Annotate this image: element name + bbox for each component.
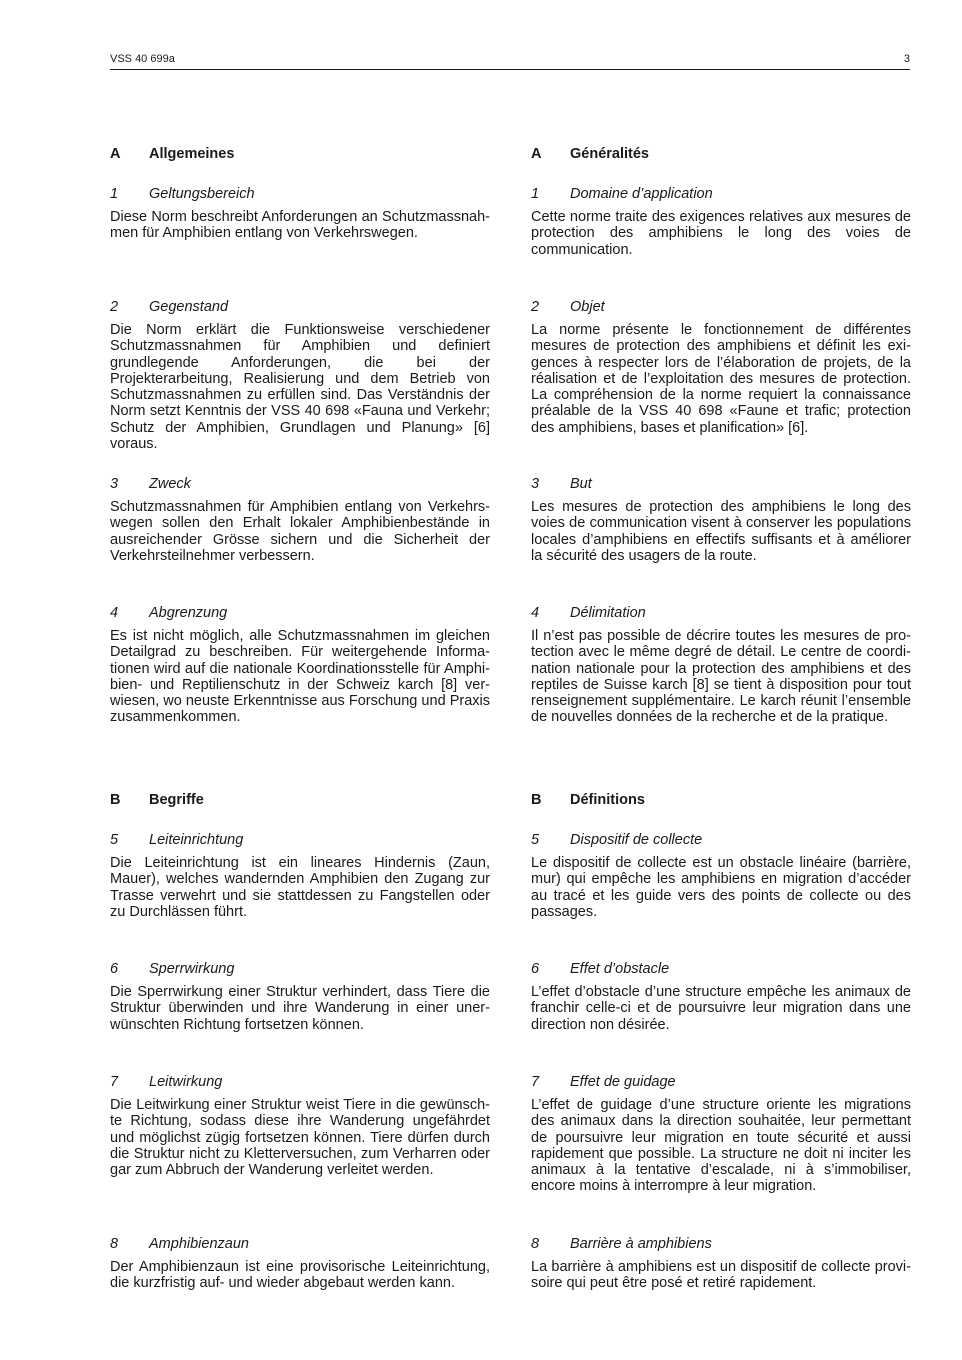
clause-text: Cette norme traite des exigences relatives aux mesures de protection des amphibiens le long des voies de communication. [531,209,911,258]
document-id: VSS 40 699a [110,53,175,65]
section-heading: B Begriffe [110,792,204,808]
section-heading: B Définitions [531,792,645,808]
clause-5 [531,831,911,920]
clause-3 [531,475,911,564]
clause-text: Les mesures de protection des amphibiens le long des voies de communication visent à conserver les populations locales d’amphibiens en effectifs suffisants et à améliorer la sécurité des usagers de la route. [531,499,911,564]
clause-heading: 6 Sperrwirkung [110,961,235,977]
clause-7 [110,1073,490,1178]
clause-4 [531,604,911,726]
clause-heading: 7 Leitwirkung [110,1074,223,1090]
clause-heading: 8 Barrière à amphibiens [531,1236,712,1252]
running-header [110,52,910,70]
clause-heading: 7 Effet de guidage [531,1074,676,1090]
clause-heading: 8 Amphibienzaun [110,1236,249,1252]
clause-heading: 3 Zweck [110,476,191,492]
clause-text: Die Leitwirkung einer Struktur weist Tiere in die gewünschte Richtung, sodass diese ihre Wanderung ungefährdet und möglichst zügig fortsetzen können. Tiere dürfen durch die Struktur nicht zu Kletterversuchen, zum Verharren oder gar zum Abbruch der Wanderung verleitet werden. [110,1097,490,1179]
clause-2 [110,298,490,452]
clause-text: Schutzmassnahmen für Amphibien entlang von Verkehrswegen sollen den Erhalt lokaler Amphibienbestände in ausreichender Grösse sichern und die Sicherheit der Verkehrsteilnehmer verbessern. [110,499,490,564]
section-heading: A Allgemeines [110,146,235,162]
clause-1 [531,185,911,258]
clause-2 [531,298,911,436]
clause-text: Es ist nicht möglich, alle Schutzmassnahmen im gleichen Detailgrad zu beschreiben. Für weitergehende Informationen wird auf die nationale Koordinationsstelle für Amphibien- und Reptilienschutz in der Schweiz karch [8] verwiesen, wo neuste Erkenntnisse aus Forschung und Praxis zusammenkommen. [110,628,490,726]
clause-7 [531,1073,911,1195]
clause-text: Diese Norm beschreibt Anforderungen an Schutzmassnahmen für Amphibien entlang von Verkehrswegen. [110,209,490,242]
clause-heading: 3 But [531,476,592,492]
clause-6 [110,960,490,1033]
clause-heading: 2 Gegenstand [110,299,229,315]
clause-text: Die Leiteinrichtung ist ein lineares Hindernis (Zaun, Mauer), welches wandernden Amphibien den Zugang zur Trasse verwehrt und sie stattdessen zu Fangstellen oder zu Durchlässen führt. [110,855,490,920]
clause-text: Die Sperrwirkung einer Struktur verhindert, dass Tiere die Struktur überwinden und ihre Wanderung in einer unerwünschten Richtung fortsetzen können. [110,984,490,1033]
clause-heading: 2 Objet [531,299,605,315]
clause-text: L’effet d’obstacle d’une structure empêche les animaux de franchir celle-ci et de poursuivre leur migration dans une direction non désirée. [531,984,911,1033]
clause-8 [531,1235,911,1292]
clause-5 [110,831,490,920]
clause-text: La barrière à amphibiens est un dispositif de collecte provisoire qui peut être posé et retiré rapidement. [531,1259,911,1292]
clause-3 [110,475,490,564]
page-number: 3 [903,53,910,65]
clause-heading: 4 Délimitation [531,605,646,621]
clause-heading: 4 Abgrenzung [110,605,228,621]
clause-text: La norme présente le fonctionnement de différentes mesures de protection des amphibiens et définit les exigences à respecter lors de l’élaboration de projets, de la réalisation et de l’exploitation des mesures de protection. La compréhension de la norme requiert la connaissance préalable de la VSS 40 698 «Faune et trafic; protection des amphibiens, bases et planification» [6]. [531,322,911,436]
clause-text: Die Norm erklärt die Funktionsweise verschiedener Schutzmassnahmen für Amphibien und definiert grundlegende Anforderungen, die bei der Projekterarbeitung, Realisierung und dem Betrieb von Schutzmassnahmen zu erfüllen sind. Das Verständnis der Norm setzt Kenntnis der VSS 40 698 «Fauna und Verkehr; Schutz der Amphibien, Grundlagen und Planung» [6] voraus. [110,322,490,453]
clause-heading: 6 Effet d’obstacle [531,961,670,977]
clause-8 [110,1235,490,1292]
clause-heading: 5 Leiteinrichtung [110,832,244,848]
clause-1 [110,185,490,242]
clause-text: L’effet de guidage d’une structure oriente les migrations des animaux dans la direction souhaitée, leur permettant de poursuivre leur migration en toute sécurité et aussi rapidement que possible. La structure ne doit ni inciter les animaux à la tentative d’escalade, ni à s’immobiliser, encore moins à interrompre à leur migration. [531,1097,911,1195]
clause-6 [531,960,911,1033]
clause-heading: 5 Dispositif de collecte [531,832,703,848]
clause-text: Le dispositif de collecte est un obstacle linéaire (barrière, mur) qui empêche les amphibiens en migration d’accéder au tracé et les guide vers des points de collecte ou des passages. [531,855,911,920]
clause-text: Der Amphibienzaun ist eine provisorische Leiteinrichtung, die kurzfristig auf- und wieder abgebaut werden kann. [110,1259,490,1292]
clause-4 [110,604,490,726]
clause-heading: 1 Domaine d’application [531,186,713,202]
clause-text: Il n’est pas possible de décrire toutes les mesures de protection avec le même degré de détail. Le centre de coordination nationale pour la protection des amphibiens et des reptiles de Suisse karch [8] se tient à disposition pour tout renseignement supplémentaire. Le karch réunit l’ensemble de nouvelles données de la recherche et de la pratique. [531,628,911,726]
clause-heading: 1 Geltungsbereich [110,186,255,202]
section-heading: A Généralités [531,146,649,162]
